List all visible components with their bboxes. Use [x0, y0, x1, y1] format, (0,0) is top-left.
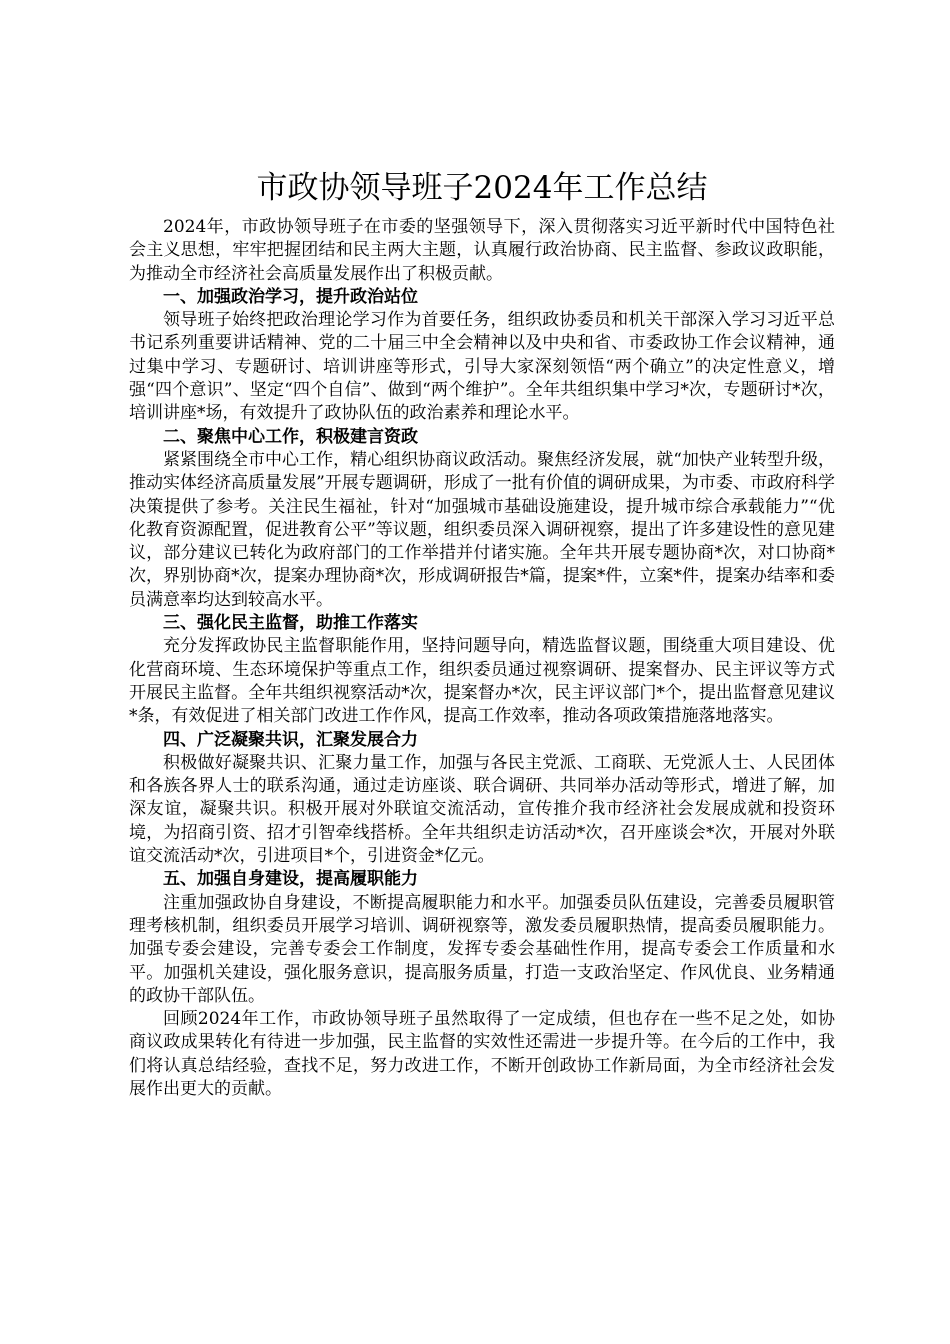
section-body: 充分发挥政协民主监督职能作用，坚持问题导向，精选监督议题，围绕重大项目建设、优化营商环境、生态环境保护等重点工作，组织委员通过视察调研、提案督办、民主评议等方式开展民主监督。全年共组织视察活动*次，提案督办*次，民主评议部门*个，提出监督意见建议*条，有效促进了相关部门改进工作作风，提高工作效率，推动各项政策措施落地落实。: [129, 636, 835, 727]
section-3: [129, 612, 835, 728]
section-heading: 三、强化民主监督，助推工作落实: [163, 613, 418, 634]
section-5: [129, 868, 835, 1008]
section-heading: 五、加强自身建设，提高履职能力: [163, 869, 418, 890]
document-page: [129, 160, 835, 1101]
intro-paragraph: 2024年，市政协领导班子在市委的坚强领导下，深入贯彻落实习近平新时代中国特色社会主义思想，牢牢把握团结和民主两大主题，认真履行政治协商、民主监督、参政议政职能，为推动全市经济社会高质量发展作出了积极贡献。: [129, 217, 835, 284]
section-heading: 二、聚焦中心工作，积极建言资政: [163, 426, 418, 447]
section-body: 领导班子始终把政治理论学习作为首要任务，组织政协委员和机关干部深入学习习近平总书记系列重要讲话精神、党的二十届三中全会精神以及中央和省、市委政协工作会议精神，通过集中学习、专题研讨、培训讲座等形式，引导大家深刻领悟“两个确立”的决定性意义，增强“四个意识”、坚定“四个自信”、做到“两个维护”。全年共组织集中学习*次，专题研讨*次，培训讲座*场，有效提升了政协队伍的政治素养和理论水平。: [129, 310, 835, 424]
conclusion-paragraph: 回顾2024年工作，市政协领导班子虽然取得了一定成绩，但也存在一些不足之处，如协商议政成果转化有待进一步加强，民主监督的实效性还需进一步提升等。在今后的工作中，我们将认真总结经验，查找不足，努力改进工作，不断开创政协工作新局面，为全市经济社会发展作出更大的贡献。: [129, 1009, 835, 1099]
section-heading: 一、加强政治学习，提升政治站位: [163, 286, 418, 307]
section-1: [129, 286, 835, 426]
document-title: 市政协领导班子2024年工作总结: [256, 170, 708, 206]
section-body: 紧紧围绕全市中心工作，精心组织协商议政活动。聚焦经济发展，就“加快产业转型升级，推动实体经济高质量发展”开展专题调研，形成了一批有价值的调研成果，为市委、市政府科学决策提供了参考。关注民生福祉，针对“加强城市基础设施建设，提升城市综合承载能力”“优化教育资源配置，促进教育公平”等议题，组织委员深入调研视察，提出了许多建设性的意见建议，部分建议已转化为政府部门的工作举措并付诸实施。全年共开展专题协商*次，对口协商*次，界别协商*次，提案办理协商*次，形成调研报告*篇，提案*件，立案*件，提案办结率和委员满意率均达到较高水平。: [129, 449, 835, 610]
section-body: 积极做好凝聚共识、汇聚力量工作，加强与各民主党派、工商联、无党派人士、人民团体和各族各界人士的联系沟通，通过走访座谈、联合调研、共同举办活动等形式，增进了解，加深友谊，凝聚共识。积极开展对外联谊交流活动，宣传推介我市经济社会发展成就和投资环境，为招商引资、招才引智牵线搭桥。全年共组织走访活动*次，召开座谈会*次，开展对外联谊交流活动*次，引进项目*个，引进资金*亿元。: [129, 752, 835, 867]
section-body: 注重加强政协自身建设，不断提高履职能力和水平。加强委员队伍建设，完善委员履职管理考核机制，组织委员开展学习培训、调研视察等，激发委员履职热情，提高委员履职能力。加强专委会建设，完善专委会工作制度，发挥专委会基础性作用，提高专委会工作质量和水平。加强机关建设，强化服务意识，提高服务质量，打造一支政治坚定、作风优良、业务精通的政协干部队伍。: [129, 892, 835, 1006]
section-heading: 四、广泛凝聚共识，汇聚发展合力: [163, 729, 418, 750]
section-2: [129, 426, 835, 612]
section-4: [129, 729, 835, 869]
